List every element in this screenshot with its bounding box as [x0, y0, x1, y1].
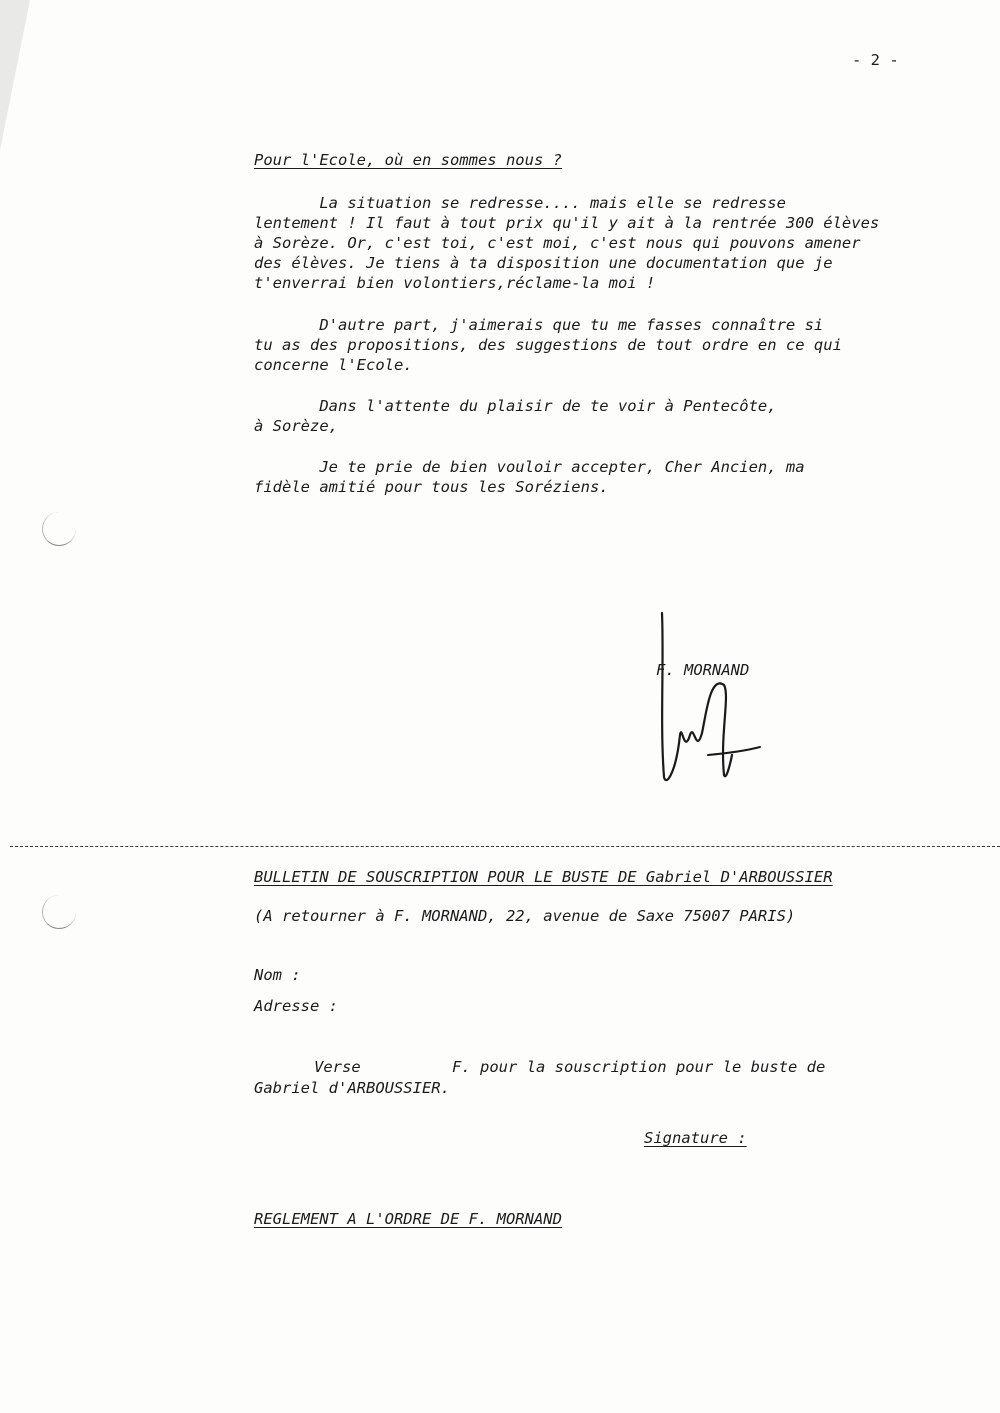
form-name-label: Nom :: [254, 966, 301, 984]
paragraph-line: t'enverrai bien volontiers,réclame-la moi !: [254, 274, 656, 292]
folded-page-corner: [0, 0, 30, 150]
form-payment-note: REGLEMENT A L'ORDRE DE F. MORNAND: [254, 1210, 562, 1228]
paragraph-line: fidèle amitié pour tous les Soréziens.: [254, 478, 609, 496]
signatory-name: F. MORNAND: [656, 661, 750, 679]
page-number: - 2 -: [852, 51, 899, 69]
form-pledge-text: F. pour la souscription pour le buste de: [452, 1058, 826, 1076]
paragraph-line: à Sorèze,: [254, 417, 338, 435]
punch-hole-upper: [42, 512, 76, 546]
handwritten-signature: [650, 605, 770, 795]
form-return-address: (A retourner à F. MORNAND, 22, avenue de Saxe 75007 PARIS): [254, 907, 796, 925]
form-pledge-verse: Verse: [314, 1058, 361, 1076]
paragraph-line: D'autre part, j'aimerais que tu me fasses connaître si: [254, 316, 824, 334]
paragraph-line: Dans l'attente du plaisir de te voir à Pentecôte,: [254, 397, 777, 415]
paragraph-line: concerne l'Ecole.: [254, 356, 413, 374]
paragraph-line: à Sorèze. Or, c'est toi, c'est moi, c'est nous qui pouvons amener: [254, 234, 861, 252]
paragraph-line: La situation se redresse.... mais elle se redresse: [254, 194, 786, 212]
paragraph-line: lentement ! Il faut à tout prix qu'il y ait à la rentrée 300 élèves: [254, 214, 880, 232]
paragraph-line: des élèves. Je tiens à ta disposition une documentation que je: [254, 254, 833, 272]
section-title: Pour l'Ecole, où en sommes nous ?: [254, 151, 562, 169]
paragraph-line: Je te prie de bien vouloir accepter, Cher Ancien, ma: [254, 458, 805, 476]
paragraph-line: tu as des propositions, des suggestions de tout ordre en ce qui: [254, 336, 842, 354]
form-title: BULLETIN DE SOUSCRIPTION POUR LE BUSTE DE Gabriel D'ARBOUSSIER: [254, 868, 833, 886]
cut-here-dashed-line: [10, 846, 1000, 847]
form-address-label: Adresse :: [254, 997, 338, 1015]
form-pledge-line2: Gabriel d'ARBOUSSIER.: [254, 1079, 450, 1097]
form-signature-label: Signature :: [644, 1129, 747, 1147]
punch-hole-lower: [42, 895, 76, 929]
